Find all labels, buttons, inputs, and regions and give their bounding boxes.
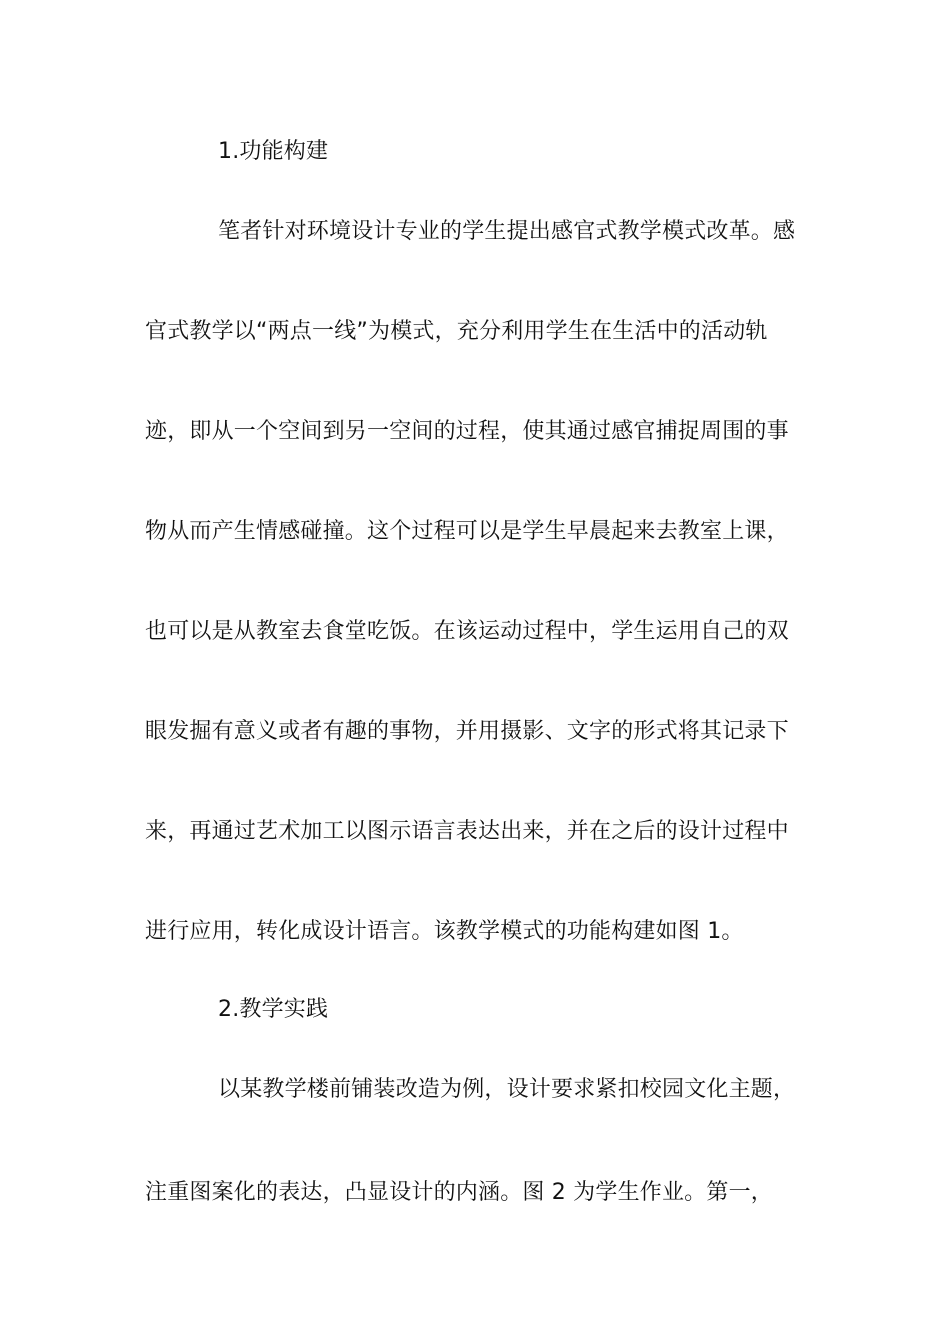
paragraph-line: 眼发掘有意义或者有趣的事物，并用摄影、文字的形式将其记录下	[145, 719, 789, 744]
paragraph-line: 也可以是从教室去食堂吃饭。在该运动过程中，学生运用自己的双	[145, 619, 789, 644]
paragraph-line: 进行应用，转化成设计语言。该教学模式的功能构建如图 1。	[145, 919, 744, 944]
paragraph-line: 以某教学楼前铺装改造为例，设计要求紧扣校园文化主题，	[218, 1077, 796, 1102]
paragraph-line: 来，再通过艺术加工以图示语言表达出来，并在之后的设计过程中	[145, 819, 789, 844]
paragraph-line: 注重图案化的表达，凸显设计的内涵。图 2 为学生作业。第一，	[145, 1180, 773, 1205]
paragraph-line: 官式教学以“两点一线”为模式，充分利用学生在生活中的活动轨	[145, 319, 768, 344]
paragraph-line: 物从而产生情感碰撞。这个过程可以是学生早晨起来去教室上课，	[145, 519, 789, 544]
section-heading-1: 1.功能构建	[218, 139, 329, 164]
section-heading-2: 2.教学实践	[218, 997, 329, 1022]
paragraph-line: 笔者针对环境设计专业的学生提出感官式教学模式改革。感	[218, 219, 796, 244]
paragraph-line: 迹，即从一个空间到另一空间的过程，使其通过感官捕捉周围的事	[145, 419, 789, 444]
